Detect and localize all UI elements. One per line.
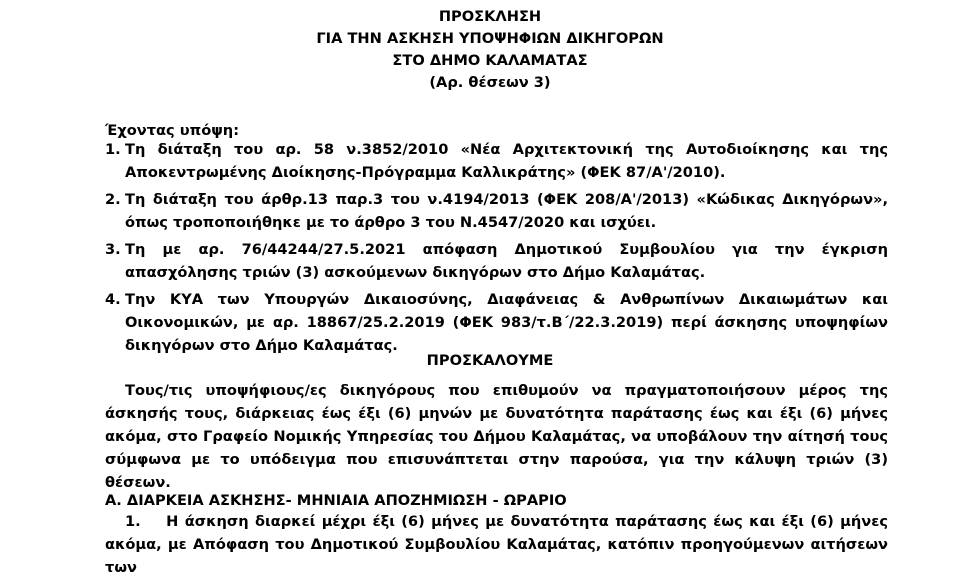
section-a-item-1 (105, 510, 888, 579)
section-a-title: Α. ΔΙΑΡΚΕΙΑ ΑΣΚΗΣΗΣ- ΜΗΝΙΑΙΑ ΑΠΟΖΗΜΙΩΣΗ - ΩΡΑΡΙΟ (105, 492, 567, 509)
intro-text: Έχοντας υπόψη: (105, 122, 240, 139)
list-item (105, 188, 888, 234)
list-item-number: 3. (105, 241, 121, 258)
list-item-number: 2. (105, 191, 121, 208)
list-item-text: Τη διάταξη του αρ. 58 ν.3852/2010 «Νέα Αρχιτεκτονική της Αυτοδιοίκησης και της Αποκεντρωμένης Διοίκησης-Πρόγραμμα Καλλικράτης» (ΦΕΚ 87/Α'/2010). (125, 141, 888, 181)
list-item-text: Τη διάταξη του άρθρ.13 παρ.3 του ν.4194/2013 (ΦΕΚ 208/Α'/2013) «Κώδικας Δικηγόρων», όπως τροποποιήθηκε με το άρθρο 3 του Ν.4547/2020 και ισχύει. (125, 191, 888, 231)
list-item (105, 288, 888, 357)
title-line-2: ΓΙΑ ΤΗΝ ΑΣΚΗΣΗ ΥΠΟΨΗΦΙΩΝ ΔΙΚΗΓΟΡΩΝ (316, 30, 664, 47)
section-heading: ΠΡΟΣΚΑΛΟΥΜΕ (426, 352, 554, 369)
list-item (105, 238, 888, 284)
list-item (105, 138, 888, 184)
considerations-list (105, 138, 888, 361)
list-item-number: 4. (105, 291, 121, 308)
section-a-item-number: 1. (125, 513, 141, 530)
title-line-4: (Αρ. θέσεων 3) (429, 74, 551, 91)
list-item-text: Τη με αρ. 76/44244/27.5.2021 απόφαση Δημοτικού Συμβουλίου για την έγκριση απασχόλησης τριών (3) ασκούμενων δικηγόρων στο Δήμο Καλαμάτας. (125, 241, 888, 281)
invitation-paragraph: Τους/τις υποψήφιους/ες δικηγόρους που επιθυμούν να πραγματοποιήσουν μέρος της άσκησής τους, διάρκειας έως έξι (6) μηνών με δυνατότητα παράτασης έως και έξι (6) μήνες ακόμα, στο Γραφείο Νομικής Υπηρεσίας του Δήμου Καλαμάτας, να υποβάλουν την αίτησή τους σύμφωνα με το υπόδειγμα που επισυνάπτεται στην παρούσα, για την κάλυψη τριών (3) θέσεων. (105, 382, 888, 491)
list-item-number: 1. (105, 141, 121, 158)
title-line-3: ΣΤΟ ΔΗΜΟ ΚΑΛΑΜΑΤΑΣ (392, 52, 588, 69)
list-item-text: Την ΚΥΑ των Υπουργών Δικαιοσύνης, Διαφάνειας & Ανθρωπίνων Δικαιωμάτων και Οικονομικών, με αρ. 18867/25.2.2019 (ΦΕΚ 983/τ.Β΄/22.3.2019) περί άσκησης υποψηφίων δικηγόρων στο Δήμο Καλαμάτας. (125, 291, 888, 354)
section-a-item-text: Η άσκηση διαρκεί μέχρι έξι (6) μήνες με δυνατότητα παράτασης έως και έξι (6) μήνες ακόμα, με Απόφαση του Δημοτικού Συμβουλίου Καλαμάτας, κατόπιν προηγούμενων αιτήσεων των (105, 513, 888, 576)
title-line-1: ΠΡΟΣΚΛΗΣΗ (438, 8, 542, 25)
document-title (0, 6, 980, 94)
